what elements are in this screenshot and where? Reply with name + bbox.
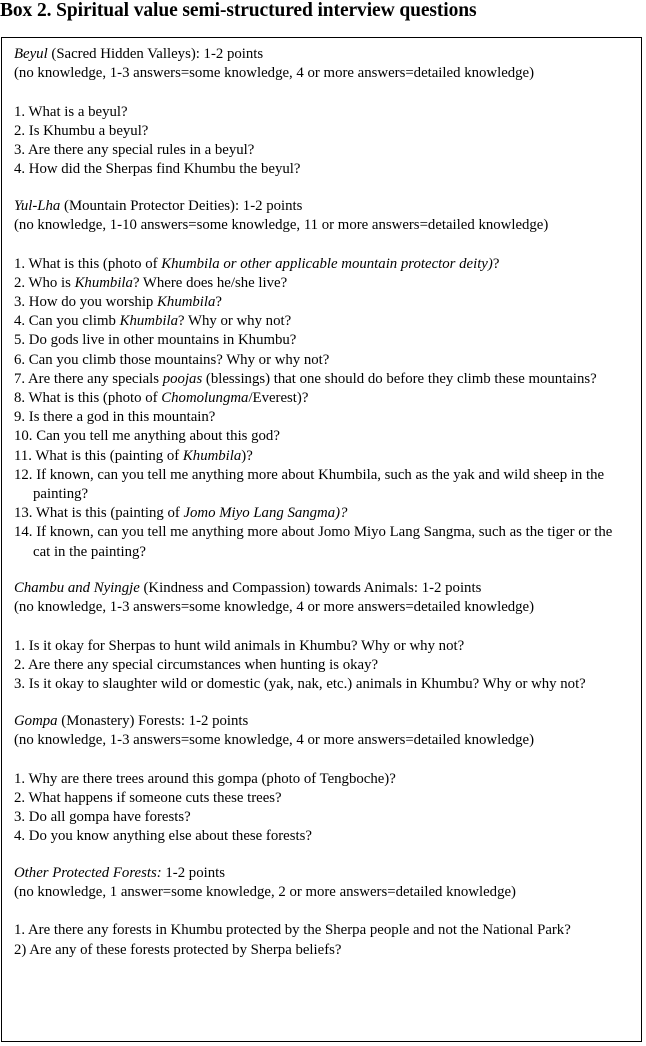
question-item bbox=[14, 921, 629, 940]
section-heading bbox=[14, 864, 629, 883]
section-scoring: (no knowledge, 1-3 answers=some knowledge, 4 or more answers=detailed knowledge) bbox=[14, 732, 535, 749]
question-list bbox=[14, 921, 629, 959]
question-item bbox=[14, 427, 629, 446]
question-item bbox=[14, 941, 629, 960]
interview-questions-box bbox=[1, 37, 642, 1042]
question-list bbox=[14, 637, 629, 695]
question-item bbox=[14, 466, 629, 504]
question-text: 13. What is this (painting of bbox=[14, 505, 184, 522]
section-name: Other Protected Forests: bbox=[14, 864, 162, 881]
question-text: (blessings) that one should do before they climb these mountains? bbox=[202, 370, 597, 387]
question-item bbox=[14, 637, 629, 656]
question-text: 1. Are there any forests in Khumbu protected by the Sherpa people and not the National Park? bbox=[14, 922, 571, 939]
question-text: 2. Is Khumbu a beyul? bbox=[14, 122, 149, 139]
question-item bbox=[14, 293, 629, 312]
question-item bbox=[14, 255, 629, 274]
question-item bbox=[14, 141, 629, 160]
question-item bbox=[14, 827, 629, 846]
question-item bbox=[14, 122, 629, 141]
question-text: ? bbox=[492, 255, 500, 272]
question-item bbox=[14, 160, 629, 179]
question-italic-text: Khumbila bbox=[74, 274, 133, 291]
question-text: ? Why or why not? bbox=[178, 313, 292, 330]
question-text: ? bbox=[215, 293, 222, 310]
question-text: 4. Do you know anything else about these forests? bbox=[14, 828, 312, 845]
question-item bbox=[14, 331, 629, 350]
question-item bbox=[14, 675, 629, 694]
question-text: 2. Who is bbox=[14, 274, 75, 291]
question-text: 3. How do you worship bbox=[14, 293, 158, 310]
question-item bbox=[14, 523, 629, 561]
question-text: 2. Are there any special circumstances when hunting is okay? bbox=[14, 657, 379, 674]
question-item bbox=[14, 389, 629, 408]
question-item bbox=[14, 808, 629, 827]
question-text: 2. What happens if someone cuts these trees? bbox=[14, 789, 282, 806]
section-heading bbox=[14, 712, 629, 731]
question-text: /Everest)? bbox=[248, 389, 309, 406]
question-item bbox=[14, 103, 629, 122]
question-text: )? bbox=[241, 447, 253, 464]
question-text: ? Where does he/she live? bbox=[132, 274, 288, 291]
section-translation: (Sacred Hidden Valleys): 1-2 points bbox=[47, 46, 264, 62]
question-text: 2) Are any of these forests protected by Sherpa beliefs? bbox=[14, 941, 342, 958]
section-scoring: (no knowledge, 1-3 answers=some knowledge, 4 or more answers=detailed knowledge) bbox=[14, 599, 535, 616]
box-title: Box 2. Spiritual value semi-structured interview questions bbox=[0, 0, 477, 21]
question-list bbox=[14, 103, 629, 180]
question-list bbox=[14, 770, 629, 847]
question-text: 6. Can you climb those mountains? Why or why not? bbox=[14, 351, 330, 368]
section-name: Beyul bbox=[14, 46, 48, 62]
question-item bbox=[14, 351, 629, 370]
question-text: 14. If known, can you tell me anything more about Jomo Miyo Lang Sangma, such as the tiger or the cat in the painting? bbox=[14, 524, 613, 560]
question-text: 7. Are there any specials bbox=[14, 370, 163, 387]
section-heading bbox=[14, 579, 629, 598]
question-item bbox=[14, 447, 629, 466]
sections-container bbox=[14, 45, 629, 960]
section-heading bbox=[14, 197, 629, 216]
question-italic-text: Khumbila bbox=[157, 293, 216, 310]
section-name: Gompa bbox=[14, 712, 58, 729]
question-italic-text: Khumbila bbox=[119, 313, 178, 330]
section-scoring: (no knowledge, 1-10 answers=some knowledge, 11 or more answers=detailed knowledge) bbox=[14, 217, 549, 234]
question-italic-text: Jomo Miyo Lang Sangma)? bbox=[183, 505, 348, 522]
question-text: 3. Is it okay to slaughter wild or domestic (yak, nak, etc.) animals in Khumbu? Why or why not? bbox=[14, 676, 586, 693]
question-text: 4. How did the Sherpas find Khumbu the beyul? bbox=[14, 161, 301, 178]
question-text: 10. Can you tell me anything about this god? bbox=[14, 428, 280, 445]
question-text: 1. Is it okay for Sherpas to hunt wild animals in Khumbu? Why or why not? bbox=[14, 637, 465, 654]
section-scoring: (no knowledge, 1 answer=some knowledge, 2 or more answers=detailed knowledge) bbox=[14, 884, 516, 901]
section-translation: (Kindness and Compassion) towards Animals: 1-2 points bbox=[139, 580, 482, 597]
section-translation: 1-2 points bbox=[161, 864, 225, 881]
section-name: Chambu and Nyingje bbox=[14, 580, 140, 597]
question-italic-text: Chomolungma bbox=[161, 389, 249, 406]
question-item bbox=[14, 504, 629, 523]
question-text: 4. Can you climb bbox=[14, 313, 120, 330]
question-italic-text: Khumbila bbox=[182, 447, 242, 464]
question-list bbox=[14, 255, 629, 562]
question-text: 8. What is this (photo of bbox=[14, 389, 162, 406]
question-item bbox=[14, 789, 629, 808]
question-text: 1. What is this (photo of bbox=[14, 255, 162, 272]
question-italic-text: poojas bbox=[162, 370, 203, 387]
section-translation: (Mountain Protector Deities): 1-2 points bbox=[60, 197, 303, 214]
question-text: 1. Why are there trees around this gompa (photo of Tengboche)? bbox=[14, 770, 396, 787]
question-section bbox=[14, 197, 629, 562]
question-item bbox=[14, 408, 629, 427]
question-item bbox=[14, 770, 629, 789]
section-translation: (Monastery) Forests: 1-2 points bbox=[57, 712, 249, 729]
question-text: 5. Do gods live in other mountains in Khumbu? bbox=[14, 332, 297, 349]
section-name: Yul-Lha bbox=[14, 197, 61, 214]
question-text: 9. Is there a god in this mountain? bbox=[14, 409, 216, 426]
question-section bbox=[14, 712, 629, 846]
question-section bbox=[14, 579, 629, 694]
question-item bbox=[14, 656, 629, 675]
question-text: 1. What is a beyul? bbox=[14, 103, 128, 120]
question-section bbox=[14, 864, 629, 960]
question-text: 3. Do all gompa have forests? bbox=[14, 808, 191, 825]
question-item bbox=[14, 370, 629, 389]
question-italic-text: Khumbila or other applicable mountain protector deity) bbox=[161, 255, 493, 272]
question-item bbox=[14, 274, 629, 293]
section-heading bbox=[14, 45, 629, 64]
question-section bbox=[14, 45, 629, 179]
question-text: 12. If known, can you tell me anything more about Khumbila, such as the yak and wild sheep in the painting? bbox=[14, 466, 605, 502]
question-text: 11. What is this (painting of bbox=[14, 447, 183, 464]
section-scoring: (no knowledge, 1-3 answers=some knowledge, 4 or more answers=detailed knowledge) bbox=[14, 65, 535, 82]
question-item bbox=[14, 312, 629, 331]
question-text: 3. Are there any special rules in a beyul? bbox=[14, 142, 255, 158]
